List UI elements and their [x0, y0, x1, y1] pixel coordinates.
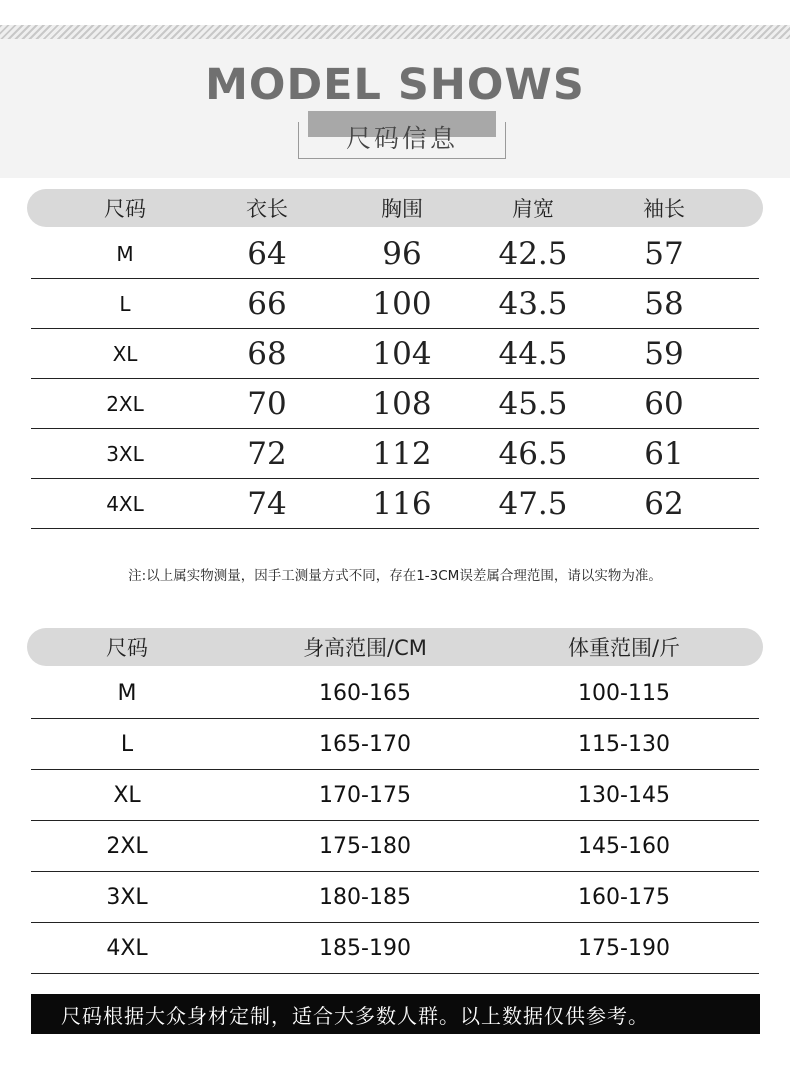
table-row: [31, 429, 759, 479]
measurement-value: 68: [247, 335, 287, 372]
weight-range-value: 130-145: [578, 782, 670, 808]
size-label: XL: [112, 341, 138, 366]
subtitle-box: [298, 111, 506, 159]
measurement-value: 112: [372, 435, 432, 472]
measurement-value: 62: [644, 485, 684, 522]
size-table-header: [27, 189, 763, 227]
header-shoulder: 肩宽: [512, 197, 554, 221]
measurement-note: 注:以上属实物测量，因手工测量方式不同，存在1-3CM误差属合理范围，请以实物为准。: [128, 568, 662, 584]
weight-range-value: 115-130: [578, 731, 670, 757]
fit-table-body: [27, 668, 763, 974]
measurement-value: 66: [247, 285, 287, 322]
header-size: 尺码: [104, 197, 146, 221]
measurement-value: 43.5: [498, 285, 568, 322]
measurement-value: 57: [644, 235, 684, 272]
measurement-value: 70: [247, 385, 287, 422]
footer-banner: 尺码根据大众身材定制，适合大多数人群。以上数据仅供参考。: [31, 994, 760, 1034]
size-label: L: [119, 291, 131, 316]
size-table-body: [27, 229, 763, 529]
header-chest: 胸围: [381, 197, 423, 221]
weight-range-value: 145-160: [578, 833, 670, 859]
header-sleeve: 袖长: [643, 197, 685, 221]
table-row: [31, 229, 759, 279]
measurement-value: 108: [372, 385, 432, 422]
measurement-value: 72: [247, 435, 287, 472]
height-range-value: 165-170: [319, 731, 411, 757]
table-row: [31, 279, 759, 329]
page-subtitle: 尺码信息: [345, 124, 458, 153]
table-row: [31, 770, 759, 821]
size-label: M: [116, 241, 134, 266]
table-row: [31, 719, 759, 770]
fit-table: [27, 628, 763, 974]
page-title: MODEL SHOWS: [205, 60, 585, 110]
size-label: M: [117, 680, 137, 706]
size-label: 4XL: [106, 491, 144, 516]
fit-table-header: [27, 628, 763, 666]
measurement-value: 116: [372, 485, 432, 522]
table-row: [31, 329, 759, 379]
measurement-value: 64: [247, 235, 287, 272]
table-row: [31, 872, 759, 923]
measurement-value: 61: [644, 435, 684, 472]
size-label: 2XL: [106, 391, 144, 416]
header-hatch-strip: [0, 25, 790, 39]
measurement-value: 47.5: [498, 485, 568, 522]
measurement-value: 74: [247, 485, 287, 522]
size-label: 3XL: [106, 884, 148, 910]
weight-range-value: 160-175: [578, 884, 670, 910]
header-size: 尺码: [106, 636, 148, 660]
size-label: L: [120, 731, 134, 757]
height-range-value: 180-185: [319, 884, 411, 910]
height-range-value: 160-165: [319, 680, 411, 706]
measurement-value: 42.5: [498, 235, 568, 272]
measurement-value: 100: [372, 285, 432, 322]
height-range-value: 175-180: [319, 833, 411, 859]
measurement-value: 59: [644, 335, 684, 372]
size-label: 3XL: [106, 441, 144, 466]
measurement-value: 60: [644, 385, 684, 422]
table-row: [31, 379, 759, 429]
measurement-value: 44.5: [498, 335, 568, 372]
weight-range-value: 100-115: [578, 680, 670, 706]
measurement-value: 45.5: [498, 385, 568, 422]
size-label: XL: [113, 782, 141, 808]
measurement-value: 58: [644, 285, 684, 322]
weight-range-value: 175-190: [578, 935, 670, 961]
header-weight-range: 体重范围/斤: [567, 636, 681, 660]
table-row: [31, 821, 759, 872]
header-length: 衣长: [246, 197, 288, 221]
size-label: 4XL: [106, 935, 148, 961]
table-row: [31, 668, 759, 719]
height-range-value: 185-190: [319, 935, 411, 961]
measurement-value: 46.5: [498, 435, 568, 472]
table-row: [31, 923, 759, 974]
header-height-range: 身高范围/CM: [303, 636, 427, 660]
measurement-value: 96: [382, 235, 422, 272]
height-range-value: 170-175: [319, 782, 411, 808]
size-table: [27, 189, 763, 529]
measurement-value: 104: [372, 335, 432, 372]
size-label: 2XL: [106, 833, 148, 859]
table-row: [31, 479, 759, 529]
